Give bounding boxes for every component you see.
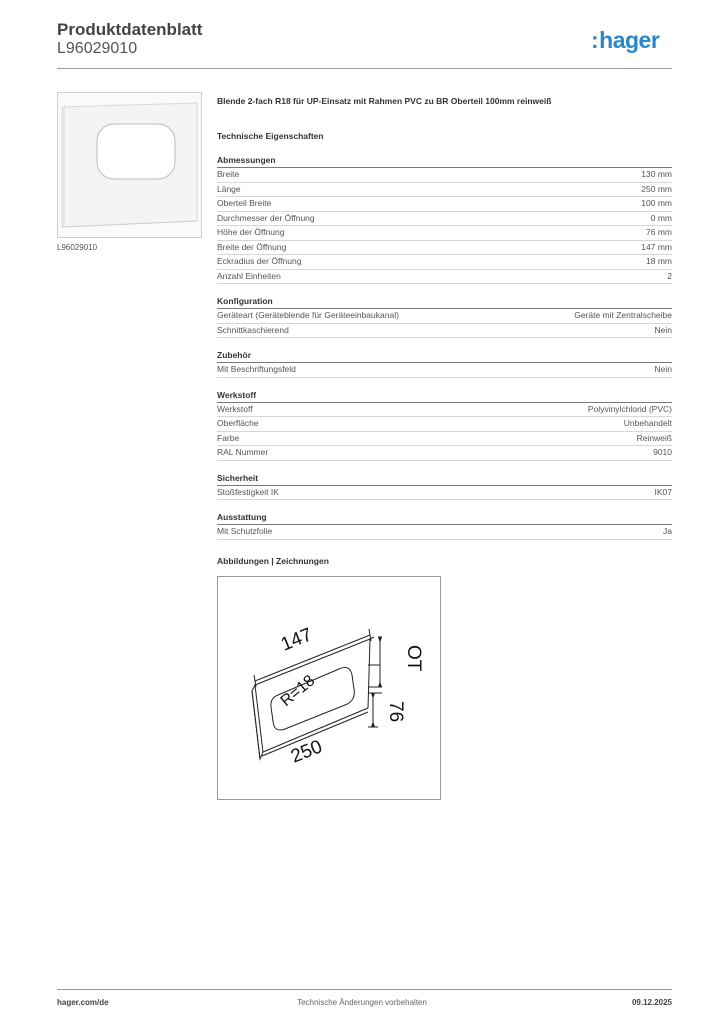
property-value: 0 mm xyxy=(650,212,672,223)
property-value: 18 mm xyxy=(646,256,672,266)
property-row xyxy=(217,417,672,432)
property-label: Anzahl Einheiten xyxy=(217,270,281,281)
section-werkstoff xyxy=(217,390,672,461)
property-row xyxy=(217,446,672,461)
product-thumbnail-icon xyxy=(58,93,201,237)
property-value: Unbehandelt xyxy=(623,418,672,428)
technical-drawing xyxy=(217,576,441,800)
dim-top-label: OT xyxy=(403,645,424,672)
property-row xyxy=(217,486,672,501)
section-konfiguration xyxy=(217,296,672,338)
property-value: IK07 xyxy=(654,486,672,497)
property-value: Polyvinylchlorid (PVC) xyxy=(587,403,672,414)
section-heading: Zubehör xyxy=(217,350,672,363)
section-zubeh-r xyxy=(217,350,672,378)
property-value: Reinweiß xyxy=(636,432,672,443)
property-row xyxy=(217,525,672,540)
section-sicherheit xyxy=(217,473,672,501)
footer-date: 09.12.2025 xyxy=(631,998,672,1007)
property-label: Geräteart (Geräteblende für Geräteeinbaukanal) xyxy=(217,310,399,320)
product-image xyxy=(57,92,202,238)
property-row xyxy=(217,270,672,285)
property-row xyxy=(217,212,672,227)
property-row xyxy=(217,363,672,378)
property-value: Nein xyxy=(654,364,672,374)
section-heading: Werkstoff xyxy=(217,390,672,403)
header-divider xyxy=(57,68,672,69)
property-row xyxy=(217,226,672,241)
property-label: Mit Beschriftungsfeld xyxy=(217,364,296,374)
property-row xyxy=(217,241,672,256)
property-label: Farbe xyxy=(217,432,240,443)
section-heading: Sicherheit xyxy=(217,473,672,486)
property-row xyxy=(217,168,672,183)
tech-properties-heading: Technische Eigenschaften xyxy=(217,131,324,141)
property-row xyxy=(217,183,672,198)
property-row xyxy=(217,309,672,324)
property-row xyxy=(217,324,672,339)
property-value: 250 mm xyxy=(641,183,672,194)
article-number: L96029010 xyxy=(57,40,138,57)
property-label: Mit Schutzfolie xyxy=(217,526,273,536)
property-value: 76 mm xyxy=(646,227,672,237)
page-title: Produktdatenblatt xyxy=(57,20,203,39)
property-label: Breite xyxy=(217,169,240,179)
dim-length-label: 250 xyxy=(288,736,326,768)
footer-website: hager.com/de xyxy=(57,998,109,1007)
property-label: Stoßfestigkeit IK xyxy=(217,486,279,497)
property-row xyxy=(217,255,672,270)
footer-divider xyxy=(57,989,672,990)
property-row xyxy=(217,403,672,418)
product-image-label: L96029010 xyxy=(57,243,98,252)
product-details xyxy=(217,96,672,540)
property-value: 130 mm xyxy=(641,169,672,179)
property-label: Breite der Öffnung xyxy=(217,241,287,252)
dim-height-label: 76 xyxy=(385,701,406,723)
property-label: Durchmesser der Öffnung xyxy=(217,212,315,223)
property-label: Werkstoff xyxy=(217,403,253,414)
dimension-drawing-icon xyxy=(218,577,440,799)
footer-disclaimer: Technische Änderungen vorbehalten xyxy=(297,998,427,1007)
property-value: 9010 xyxy=(653,447,672,457)
section-heading: Konfiguration xyxy=(217,296,672,309)
section-heading: Abmessungen xyxy=(217,155,672,168)
property-value: 147 mm xyxy=(641,241,672,252)
figures-heading: Abbildungen | Zeichnungen xyxy=(217,556,329,566)
property-value: 2 xyxy=(667,270,672,281)
section-abmessungen xyxy=(217,155,672,284)
property-label: Höhe der Öffnung xyxy=(217,227,285,237)
dim-radius-label: R=18 xyxy=(277,672,319,711)
property-label: Eckradius der Öffnung xyxy=(217,256,302,266)
hager-logo: :hager xyxy=(591,27,660,53)
properties-sections xyxy=(217,155,672,540)
property-value: 100 mm xyxy=(641,198,672,208)
logo-text: hager xyxy=(599,27,660,53)
property-value: Nein xyxy=(654,324,672,335)
property-label: Oberteil Breite xyxy=(217,198,272,208)
property-value: Ja xyxy=(663,526,672,536)
property-row xyxy=(217,197,672,212)
property-value: Geräte mit Zentralscheibe xyxy=(574,310,672,320)
product-title: Blende 2-fach R18 für UP-Einsatz mit Rahmen PVC zu BR Oberteil 100mm reinweiß xyxy=(217,96,552,106)
property-label: Oberfläche xyxy=(217,418,259,428)
property-label: Schnittkaschierend xyxy=(217,324,289,335)
property-row xyxy=(217,432,672,447)
property-label: RAL Nummer xyxy=(217,447,269,457)
section-ausstattung xyxy=(217,512,672,540)
section-heading: Ausstattung xyxy=(217,512,672,525)
dim-width-label: 147 xyxy=(278,624,316,656)
property-label: Länge xyxy=(217,183,241,194)
